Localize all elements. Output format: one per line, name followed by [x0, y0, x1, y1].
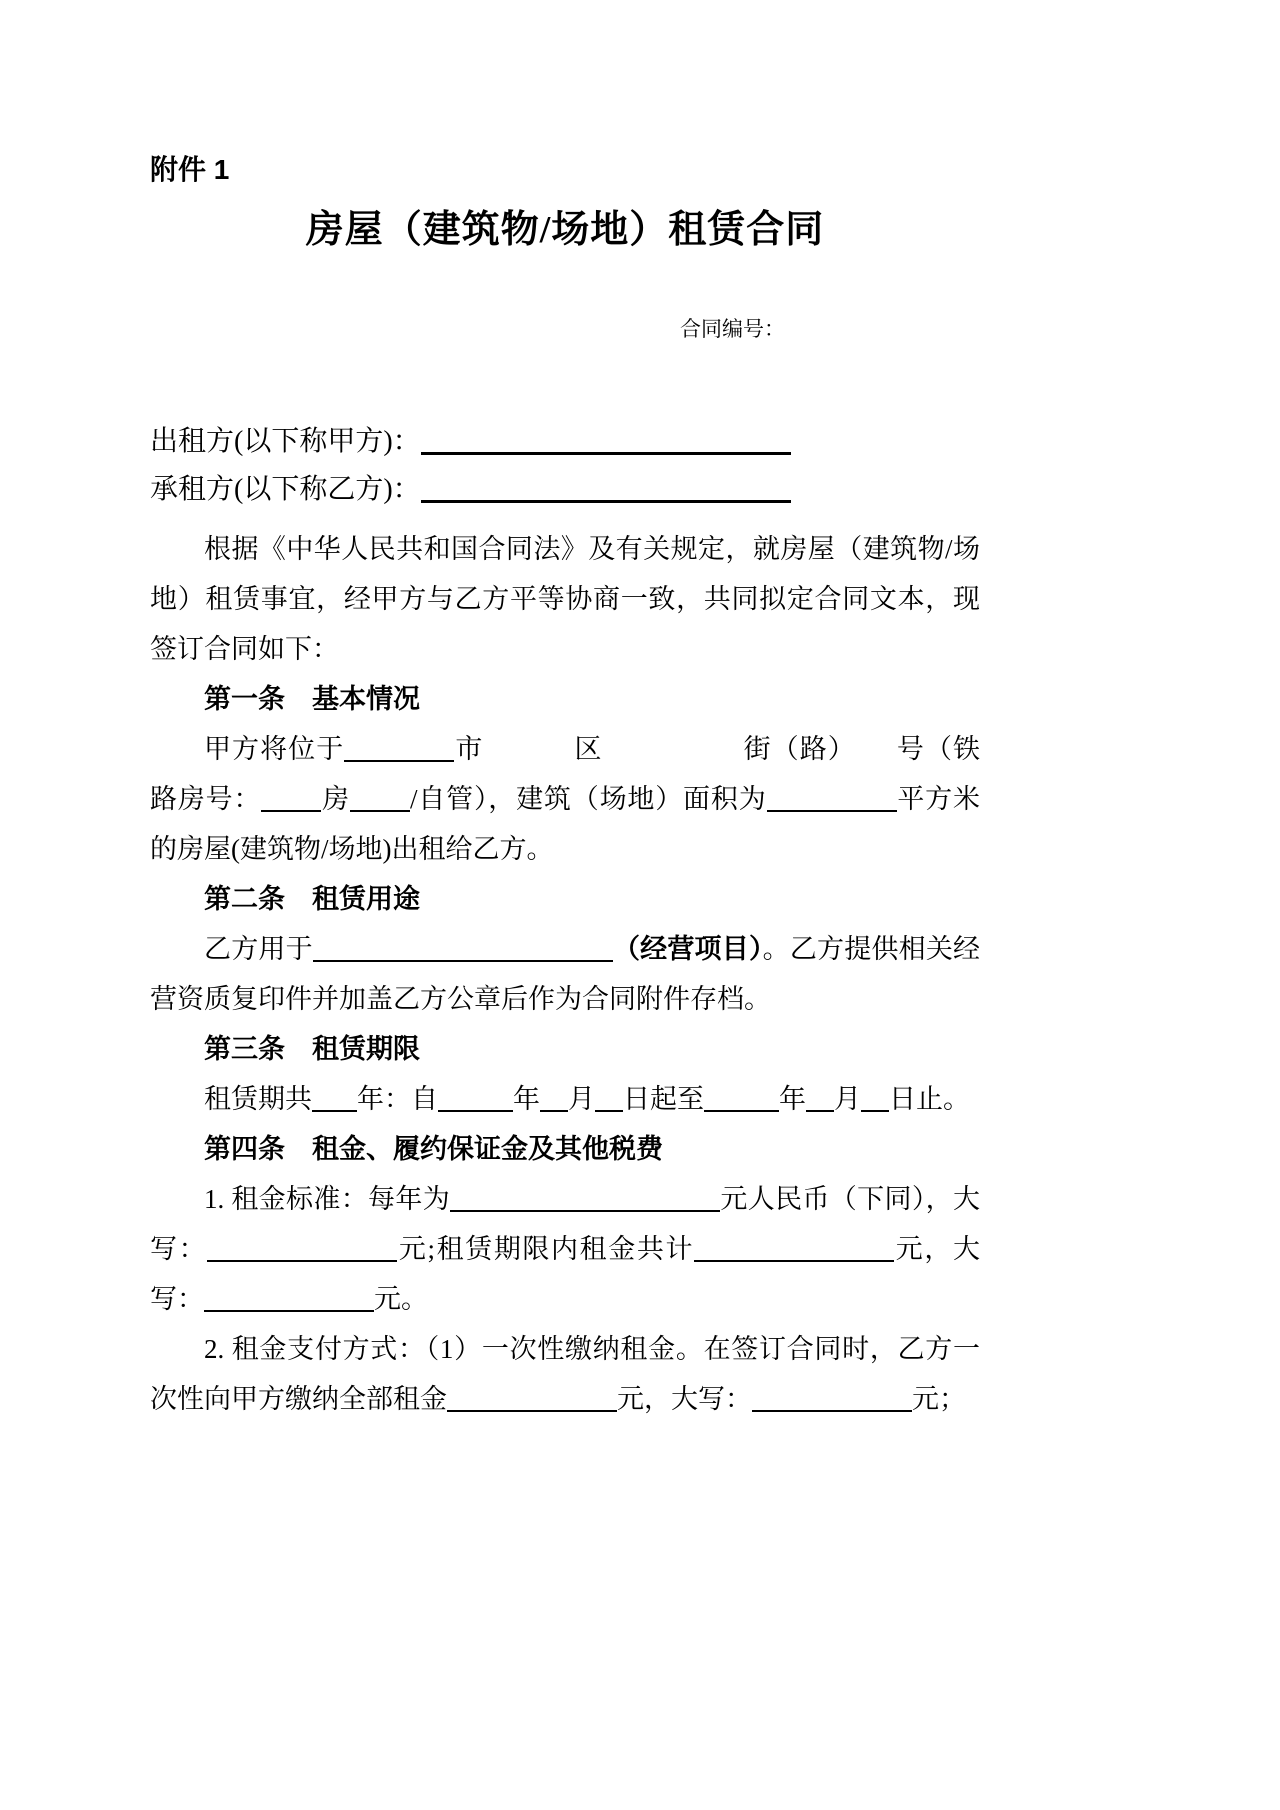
text-segment: 区: [573, 734, 603, 764]
house-number-blank-field: [261, 785, 321, 812]
contract-title: 房屋（建筑物/场地）租赁合同: [305, 209, 825, 251]
lump-sum-rent-words-blank-field: [752, 1385, 912, 1412]
wide-space: [603, 756, 743, 758]
text-segment: 平方米的房屋(建筑物/场地)出租给乙方。: [150, 784, 981, 864]
contract-body: [150, 524, 980, 1424]
text-segment: 1. 租金标准：每年为: [204, 1184, 451, 1214]
article3-heading: 第三条 租赁期限: [204, 1034, 420, 1064]
total-rent-words-blank-field: [204, 1285, 374, 1312]
wide-space: [856, 756, 896, 758]
lease-years-blank-field: [312, 1085, 357, 1112]
text-segment-bold: （经营项目）: [612, 934, 763, 964]
article1-paragraph: [150, 724, 980, 874]
start-year-blank-field: [438, 1085, 513, 1112]
text-segment: 2. 租金支付方式：（1）一次性缴纳租金。在签订合同时，乙方一次性向甲方缴纳全部租金: [150, 1334, 980, 1414]
attachment-label: 附件 1: [150, 154, 230, 185]
text-segment: 元人民币（下同），大写：: [150, 1184, 981, 1264]
text-segment: 街（路）: [742, 734, 856, 764]
text-segment: 房: [321, 784, 350, 814]
parties-block: [150, 418, 980, 514]
article4-item1-paragraph: [150, 1174, 980, 1324]
end-year-blank-field: [704, 1085, 779, 1112]
end-month-blank-field: [806, 1085, 834, 1112]
text-segment: 年：自: [357, 1084, 438, 1114]
text-segment: 市: [454, 734, 484, 764]
management-blank-field: [350, 785, 410, 812]
text-segment: 元，大写：: [617, 1384, 752, 1414]
lessee-blank-field: [421, 475, 791, 503]
end-day-blank-field: [861, 1085, 889, 1112]
text-segment: 日起至: [623, 1084, 704, 1114]
text-segment: 月: [568, 1084, 595, 1114]
text-segment: 月: [834, 1084, 861, 1114]
contract-number-row: [150, 314, 980, 344]
total-rent-blank-field: [694, 1235, 894, 1262]
annual-rent-words-blank-field: [207, 1235, 397, 1262]
article2-heading: 第二条 租赁用途: [204, 884, 420, 914]
text-segment: 号（铁路房号：: [150, 734, 981, 814]
text-segment: 乙方用于: [204, 934, 313, 964]
article2-paragraph: [150, 924, 980, 1024]
text-segment: 甲方将位于: [204, 734, 345, 764]
article3-paragraph: [150, 1074, 980, 1124]
city-blank-field: [344, 735, 454, 762]
lessor-label: 出租方(以下称甲方)：: [150, 426, 421, 457]
preamble-paragraph: 根据《中华人民共和国合同法》及有关规定，就房屋（建筑物/场地）租赁事宜，经甲方与乙方平等协商一致，共同拟定合同文本，现签订合同如下：: [150, 534, 980, 664]
lessee-label: 承租方(以下称乙方)：: [150, 474, 421, 505]
text-segment: 元。: [374, 1284, 428, 1314]
lump-sum-rent-blank-field: [447, 1385, 617, 1412]
text-segment: 元，大写：: [150, 1234, 980, 1314]
article4-heading: 第四条 租金、履约保证金及其他税费: [204, 1134, 663, 1164]
text-segment: 元；: [912, 1384, 966, 1414]
contract-number-label: 合同编号：: [680, 317, 785, 341]
text-segment: /自管），建筑（场地）面积为: [409, 784, 767, 814]
text-segment: 。乙方提供相关经营资质复印件并加盖乙方公章后作为合同附件存档。: [150, 934, 981, 1014]
text-segment: 日止。: [889, 1084, 970, 1114]
wide-space: [483, 756, 573, 758]
start-month-blank-field: [540, 1085, 568, 1112]
area-blank-field: [767, 785, 897, 812]
lessee-line: [150, 466, 980, 514]
text-segment: 年: [779, 1084, 806, 1114]
start-day-blank-field: [595, 1085, 623, 1112]
article1-heading: 第一条 基本情况: [204, 684, 420, 714]
annual-rent-blank-field: [450, 1185, 720, 1212]
lessor-blank-field: [421, 427, 791, 455]
text-segment: 租赁期共: [204, 1084, 312, 1114]
text-segment: 年: [513, 1084, 540, 1114]
business-purpose-blank-field: [313, 935, 613, 962]
lessor-line: [150, 418, 980, 466]
text-segment: 元;租赁期限内租金共计: [397, 1234, 695, 1264]
article4-item2-paragraph: [150, 1324, 980, 1424]
